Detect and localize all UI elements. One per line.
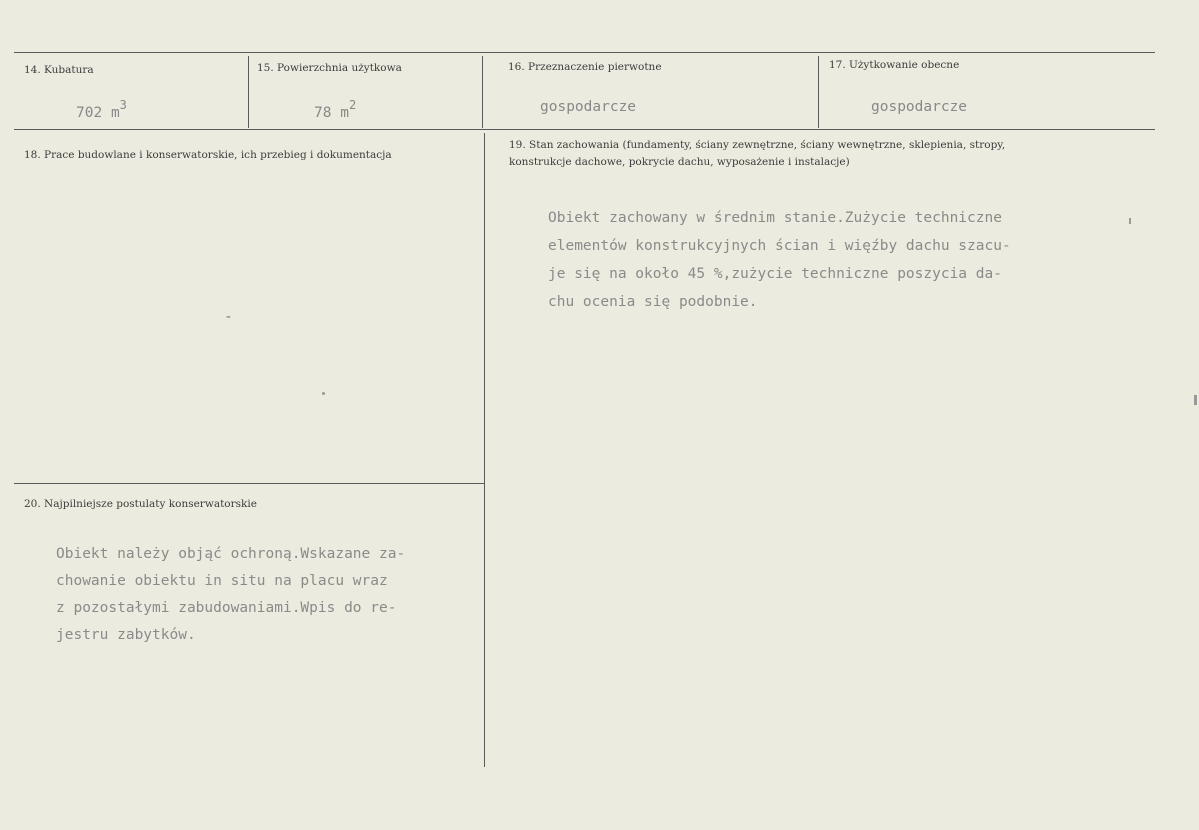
field-20-text	[56, 541, 405, 649]
field-16-value: gospodarcze	[540, 99, 637, 115]
field-20-line: chowanie obiektu in situ na placu wraz	[56, 573, 388, 589]
field-18-label: 18. Prace budowlane i konserwatorskie, ich przebieg i dokumentacja	[24, 149, 392, 161]
field-17-value: gospodarcze	[871, 99, 968, 115]
field-15-value: 78 $m^2$	[314, 98, 357, 121]
field-20-line: jestru zabytków.	[56, 627, 196, 643]
field-19-label: 19. Stan zachowania (fundamenty, ściany zewnętrzne, ściany wewnętrzne, sklepienia, stropy, konstrukcje dachowe, pokrycie dachu, wyposażenie i instalacje)	[509, 139, 1006, 168]
divider-14-15	[248, 56, 249, 128]
field-17-label: 17. Użytkowanie obecne	[829, 59, 960, 71]
rule-below-row1	[14, 129, 1155, 130]
field-19-text	[548, 204, 1011, 316]
field-19-line: Obiekt zachowany w średnim stanie.Zużycie techniczne	[548, 210, 1002, 226]
divider-left-right	[484, 133, 485, 767]
field-19-line: chu ocenia się podobnie.	[548, 294, 758, 310]
field-14-label: 14. Kubatura	[24, 64, 94, 76]
paper-speck	[1129, 218, 1131, 224]
paper-speck	[322, 392, 325, 395]
top-rule	[14, 52, 1155, 53]
field-14-value: 702 $m^3$	[76, 98, 127, 121]
field-20-label: 20. Najpilniejsze postulaty konserwatorskie	[24, 498, 257, 510]
field-20-line: z pozostałymi zabudowaniami.Wpis do re-	[56, 600, 397, 616]
field-19-line: je się na około 45 %,zużycie techniczne poszycia da-	[548, 266, 1002, 282]
divider-15-16	[482, 56, 483, 128]
field-16-label: 16. Przeznaczenie pierwotne	[508, 61, 662, 73]
divider-16-17	[818, 56, 819, 128]
rule-above-field20	[14, 483, 484, 484]
field-19-line: elementów konstrukcyjnych ścian i więźby dachu szacu-	[548, 238, 1011, 254]
field-18-value: -	[224, 309, 233, 325]
paper-speck	[1194, 395, 1197, 405]
field-15-label: 15. Powierzchnia użytkowa	[257, 62, 402, 74]
field-20-line: Obiekt należy objąć ochroną.Wskazane za-	[56, 546, 406, 562]
